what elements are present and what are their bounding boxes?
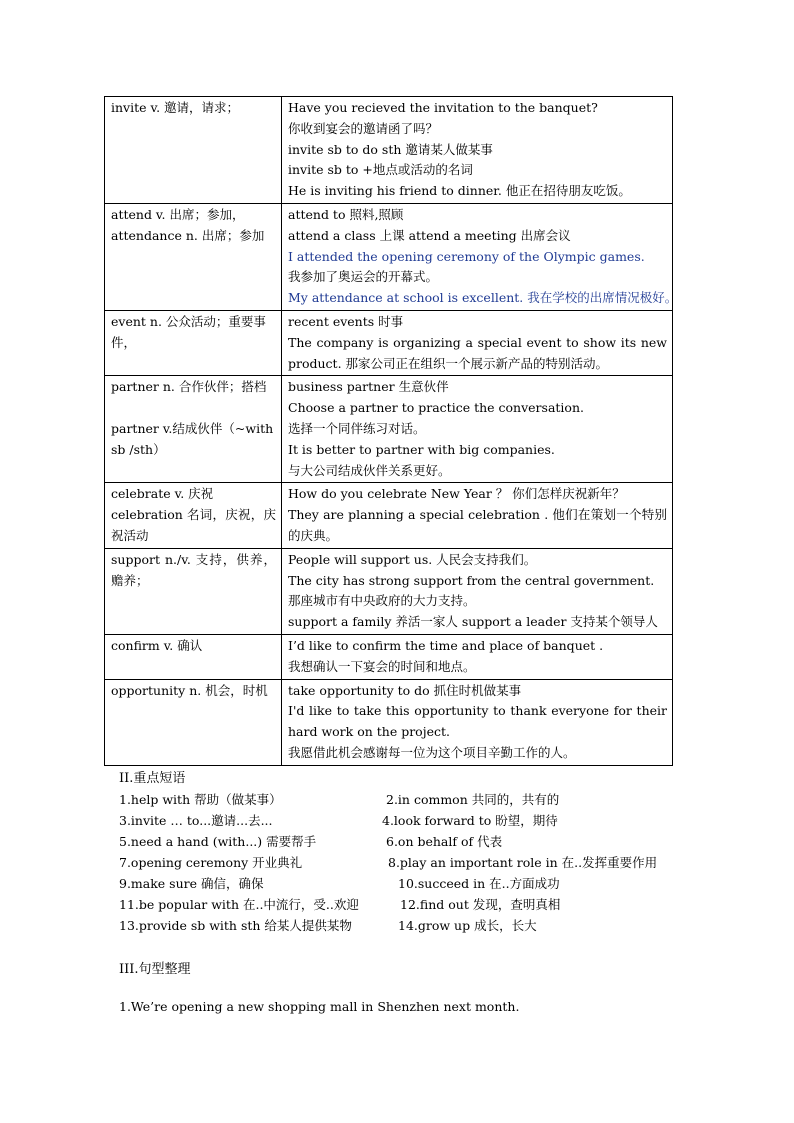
example-line: attend to 照料,照顾 [288,206,404,222]
table-row [105,483,673,548]
example-line: They are planning a special celebration . 他们在策划一个特别的庆典。 [288,507,667,543]
example-line: take opportunity to do 抓住时机做某事 [288,682,522,698]
word-text: partner n. 合作伙伴；搭档 [111,379,267,395]
phrase-item: 11.be popular with 在..中流行，受..欢迎 [119,897,359,912]
word-cell [105,483,282,548]
table-row [105,634,673,679]
example-line: The city has strong support from the central government. [288,572,655,588]
phrase-item: 14.grow up 成长，长大 [398,918,537,933]
word-text: attendance n. 出席；参加 [111,227,265,243]
word-cell [105,548,282,634]
example-line: 那座城市有中央政府的大力支持。 [288,593,476,609]
example-line: support a family 养活一家人 support a leader 支持某个领导人 [288,614,658,630]
word-text: invite v. 邀请，请求； [111,100,240,115]
word-cell [105,376,282,483]
example-line: 我参加了奥运会的开幕式。 [288,269,439,285]
example-line: It is better to partner with big companies. [288,441,555,457]
phrase-item: 2.in common 共同的，共有的 [386,792,560,807]
example-line: People will support us. 人民会支持我们。 [288,551,537,567]
phrase-item: 7.opening ceremony 开业典礼 [119,855,303,870]
example-line: 选择一个同伴练习对话。 [288,420,426,436]
word-cell [105,679,282,765]
example-line: Choose a partner to practice the conversation. [288,400,584,416]
word-text: celebrate v. 庆祝 [111,486,214,502]
section-heading-phrases: II.重点短语 [119,771,186,786]
word-cell [105,310,282,375]
example-line: 我愿借此机会感谢每一位为这个项目辛勤工作的人。 [288,744,576,760]
example-line: How do you celebrate New Year ？ 你们怎样庆祝新年？ [288,486,625,502]
phrase-item: 12.find out 发现，查明真相 [400,897,561,912]
example-line: He is inviting his friend to dinner. 他正在招待朋友吃饭。 [288,183,631,199]
word-cell [105,97,282,204]
word-text: celebration 名词，庆祝，庆祝活动 [111,507,276,543]
phrase-item: 5.need a hand (with...) 需要帮手 [119,834,317,849]
example-line: Have you recieved the invitation to the banquet? [288,100,598,115]
table-row [105,310,673,375]
example-line: attend a class 上课 attend a meeting 出席会议 [288,227,571,243]
table-row [105,376,673,483]
example-cell [282,679,673,765]
word-text: opportunity n. 机会，时机 [111,682,268,698]
example-cell [282,548,673,634]
table-row [105,203,673,310]
phrase-item: 10.succeed in 在..方面成功 [398,876,560,891]
word-cell [105,203,282,310]
phrase-item: 8.play an important role in 在..发挥重要作用 [388,855,658,870]
phrase-item: 13.provide sb with sth 给某人提供某物 [119,918,352,933]
phrase-item: 6.on behalf of 代表 [386,834,503,849]
phrase-item: 4.look forward to 盼望，期待 [382,813,558,828]
section-heading-sentences: III.句型整理 [119,962,191,977]
word-cell [105,634,282,679]
phrase-item: 1.help with 帮助（做某事） [119,792,282,807]
word-text: confirm v. 确认 [111,637,203,653]
example-cell [282,376,673,483]
sentence-item: 1.We’re opening a new shopping mall in Shenzhen next month. [119,999,520,1014]
table-row [105,679,673,765]
word-text: support n./v. 支持，供养，赡养； [111,551,276,588]
example-cell [282,203,678,310]
example-line: My attendance at school is excellent. 我在学校的出席情况极好。 [288,290,678,306]
phrase-item: 3.invite … to...邀请...去... [119,813,273,828]
example-line: I’d like to confirm the time and place of banquet . [288,637,604,653]
example-cell [282,310,673,375]
example-line: The company is organizing a special event to show its new product. 那家公司正在组织一个展示新产品的特别活动。 [288,334,667,371]
example-line: I attended the opening ceremony of the Olympic games. [288,248,645,264]
word-text: partner v.结成伙伴（~with sb /sth） [111,420,274,457]
example-line: 我想确认一下宴会的时间和地点。 [288,658,476,674]
word-text: event n. 公众活动；重要事件， [111,313,266,350]
blank-line [111,398,276,419]
word-text: attend v. 出席；参加， [111,206,245,222]
example-line: business partner 生意伙伴 [288,379,449,395]
example-cell [282,97,673,204]
example-line: recent events 时事 [288,313,404,329]
phrase-item: 9.make sure 确信，确保 [119,876,264,891]
vocabulary-table [104,96,678,766]
example-line: invite sb to do sth 邀请某人做某事 [288,141,493,157]
example-line: 你收到宴会的邀请函了吗？ [288,120,439,136]
table-row [105,97,673,204]
example-line: 与大公司结成伙伴关系更好。 [288,462,451,478]
example-cell [282,634,673,679]
example-line: I'd like to take this opportunity to thank everyone for their hard work on the project. [288,703,667,740]
example-cell [282,483,673,548]
example-line: invite sb to +地点或活动的名词 [288,162,473,178]
table-row [105,548,673,634]
